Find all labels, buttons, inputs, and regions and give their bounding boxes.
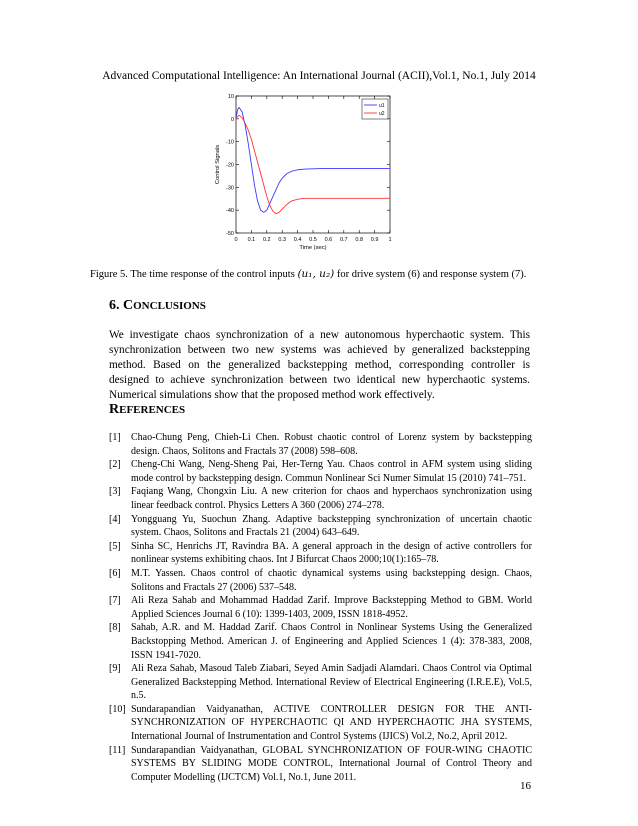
conclusions-paragraph: We investigate chaos synchronization of a new autonomous hyperchaotic system. This synchronization between two new systems was achieved by generalized backstepping method. Based on the generalized backstepping method, corresponding controller is designed to achieve synchronization between two identical new hyperchaotic systems. Numerical simulations show that the proposed method work effectively. (109, 329, 530, 401)
reference-item (109, 431, 532, 458)
reference-item (109, 567, 532, 594)
conclusions-heading: 6. CONCLUSIONS (109, 298, 206, 313)
reference-number: [4] (109, 513, 121, 525)
y-axis-label: Control Signals (215, 144, 221, 185)
reference-number: [9] (109, 663, 121, 675)
reference-text: Cheng-Chi Wang, Neng-Sheng Pai, Her-Terng Yau. Chaos control in AFM system using sliding mode control by backstepping design. Commun Nonlinear Sci Numer Simulat 15 (2010) 741–751. (131, 459, 532, 484)
reference-item (109, 703, 532, 744)
reference-text: Sahab, A.R. and M. Haddad Zarif. Chaos Control in Nonlinear Systems Using the Generalized Backstopping Method. American J. of Engineering and Applied Sciences 1 (4): 378-383, 2008, ISSN 1941-7020. (131, 622, 532, 661)
reference-text: Sundarapandian Vaidyanathan, GLOBAL SYNCHRONIZATION OF FOUR-WING CHAOTIC SYSTEMS BY SLIDING MODE CONTROL, International Journal of Control Theory and Computer Modelling (IJCTCM) Vol.1, No.1, June 2011. (131, 744, 532, 783)
x-tick-label: 0.8 (355, 237, 364, 243)
x-tick-label: 0.3 (278, 237, 287, 243)
reference-text: Sinha SC, Henrichs JT, Ravindra BA. A general approach in the design of active controllers for nonlinear systems exhibiting chaos. Int J Bifurcat Chaos 2000;10(1):165–78. (131, 540, 532, 566)
x-axis-label: Time (sec) (299, 245, 327, 251)
reference-number: [11] (109, 744, 126, 756)
legend-label: u1 (379, 103, 385, 109)
figure-caption (90, 268, 560, 280)
reference-number: [5] (109, 540, 121, 552)
page-number: 16 (520, 780, 531, 792)
legend-label: u2 (379, 111, 385, 117)
x-tick-label: 0.6 (324, 237, 333, 243)
reference-number: [8] (109, 622, 121, 634)
reference-text: M.T. Yassen. Chaos control of chaotic dynamical systems using backstepping design. Chaos, Solitons and Fractals 27 (2006) 537–548. (131, 567, 532, 593)
y-tick-label: -10 (226, 139, 234, 146)
references-heading: REFERENCES (109, 402, 186, 417)
x-tick-label: 0.9 (370, 237, 379, 243)
reference-item (109, 621, 532, 662)
reference-text: Yongguang Yu, Suochun Zhang. Adaptive backstepping synchronization of uncertain chaotic system. Chaos, Solitons and Fractals 21 (2004) 643–649. (131, 513, 532, 539)
reference-number: [6] (109, 567, 121, 579)
reference-number: [3] (109, 486, 121, 498)
control-signals-chart (180, 90, 410, 260)
reference-item (109, 744, 532, 785)
reference-text: Faqiang Wang, Chongxin Liu. A new criterion for chaos and hyperchaos synchronization using linear feedback control. Physics Letters A 360 (2006) 274–278. (131, 486, 532, 511)
y-tick-label: 0 (230, 116, 234, 123)
reference-text: Chao-Chung Peng, Chieh-Li Chen. Robust chaotic control of Lorenz system by backstepping design. Chaos, Solitons and Fractals 37 (2008) 598–608. (131, 432, 532, 457)
reference-number: [2] (109, 459, 121, 471)
reference-number: [10] (109, 703, 126, 715)
reference-text: Ali Reza Sahab and Mohammad Haddad Zarif. Improve Backstepping Method to GBM. World Applied Sciences Journal 6 (10): 1399-1403, 2009, ISSN 1818-4952. (131, 595, 532, 620)
x-tick-label: 0.5 (309, 237, 317, 243)
reference-item (109, 662, 532, 703)
caption-math: (u₁, u₂) (297, 268, 335, 280)
caption-text-end: for drive system (6) and response system (7). (334, 269, 527, 280)
x-tick-label: 0.1 (247, 237, 256, 243)
y-tick-label: -30 (226, 185, 234, 192)
x-tick-label: 0.2 (262, 237, 271, 243)
reference-list (109, 431, 532, 784)
x-tick-label: 1 (388, 237, 392, 243)
x-tick-label: 0.7 (339, 237, 348, 243)
reference-item (109, 485, 532, 512)
x-tick-label: 0.4 (293, 237, 302, 243)
caption-text: Figure 5. The time response of the control inputs (90, 269, 298, 280)
reference-text: Sundarapandian Vaidyanathan, ACTIVE CONTROLLER DESIGN FOR THE ANTI-SYNCHRONIZATION OF HYPERCHAOTIC QI AND HYPERCHAOTIC JHA SYSTEMS, International Journal of Instrumentation and Control Systems (IJICS) Vol.2, No.2, April 2012. (131, 703, 532, 743)
reference-text: Ali Reza Sahab, Masoud Taleb Ziabari, Seyed Amin Sadjadi Alamdari. Chaos Control via Optimal Generalized Backstepping Method. International Review of Electrical Engineering (I.R.E.E), Vol.5, n.5. (131, 663, 532, 702)
x-tick-label: 0 (234, 237, 238, 243)
journal-header: Advanced Computational Intelligence: An International Journal (ACII),Vol.1, No.1, July 2014 (102, 70, 536, 82)
y-tick-label: -40 (226, 208, 234, 215)
reference-item (109, 458, 532, 485)
y-tick-label: -50 (226, 231, 234, 237)
y-tick-label: -20 (226, 162, 234, 169)
reference-item (109, 513, 532, 540)
reference-number: [7] (109, 595, 121, 607)
reference-number: [1] (109, 432, 121, 443)
y-tick-label: 10 (227, 94, 234, 100)
reference-item (109, 594, 532, 621)
reference-item (109, 540, 532, 567)
